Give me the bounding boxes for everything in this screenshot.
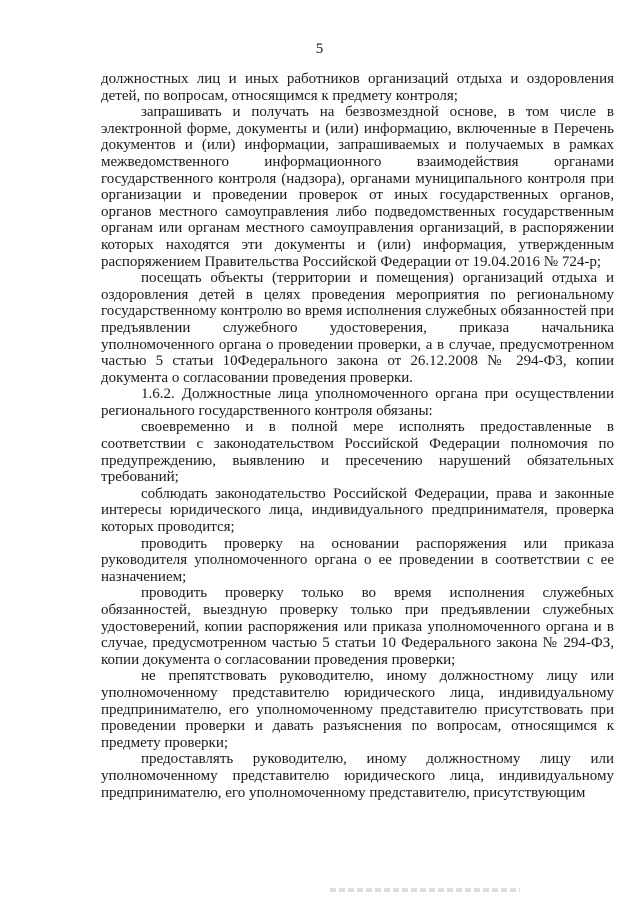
document-body <box>101 71 614 801</box>
paragraph: должностных лиц и иных работников организаций отдыха и оздоровления детей, по вопросам, относящимся к предмету контроля; <box>101 71 614 104</box>
paragraph: предоставлять руководителю, иному должностному лицу или уполномоченному представителю юридического лица, индивидуальному предпринимателю, его уполномоченному представителю, присутствующим <box>101 751 614 801</box>
paragraph: 1.6.2. Должностные лица уполномоченного органа при осуществлении регионального государственного контроля обязаны: <box>101 386 614 419</box>
paragraph: проводить проверку на основании распоряжения или приказа руководителя уполномоченного органа о ее проведении в соответствии с ее назначением; <box>101 535 614 585</box>
page-number: 5 <box>315 41 324 57</box>
paragraph: проводить проверку только во время исполнения служебных обязанностей, выездную проверку только при предъявлении служебных удостоверений, копии распоряжения или приказа уполномоченного органа и в случае, предусмотренном частью 5 статьи 10 Федерального закона № 294-ФЗ, копии документа о согласовании проведения проверки; <box>101 585 614 668</box>
paragraph: соблюдать законодательство Российской Федерации, права и законные интересы юридического лица, индивидуального предпринимателя, проверка которых проводится; <box>101 485 614 536</box>
paragraph: своевременно и в полной мере исполнять предоставленные в соответствии с законодательством Российской Федерации полномочия по предупреждению, выявлению и пресечению нарушений обязательных требований; <box>101 419 614 486</box>
paragraph: не препятствовать руководителю, иному должностному лицу или уполномоченному представителю юридического лица, индивидуальному предпринимателю, его уполномоченному представителю присутствовать при проведении проверки и давать разъяснения по вопросам, относящимся к предмету проверки; <box>101 668 614 751</box>
scan-artifact <box>330 888 520 892</box>
paragraph: посещать объекты (территории и помещения) организаций отдыха и оздоровления детей в целях проведения мероприятия по региональному государственному контролю во время исполнения служебных обязанностей при предъявлении служебного удостоверения, приказа начальника уполномоченного органа о проведении проверки, а в случае, предусмотренном частью 5 статьи 10Федерального закона от 26.12.2008 № 294-ФЗ, копии документа о согласовании проведения проверки. <box>101 270 614 386</box>
paragraph: запрашивать и получать на безвозмездной основе, в том числе в электронной форме, документы и (или) информацию, включенные в Перечень документов и (или) информации, запрашиваемых и получаемых в рамках межведомственного информационного взаимодействия органами государственного контроля (надзора), органами муниципального контроля при организации и проведении проверок от иных государственных органов, органов местного самоуправления либо подведомственных государственным органам или органам местного самоуправления организаций, в распоряжении которых находятся эти документы и (или) информация, утвержденным распоряжением Правительства Российской Федерации от 19.04.2016 № 724-р; <box>101 104 614 270</box>
